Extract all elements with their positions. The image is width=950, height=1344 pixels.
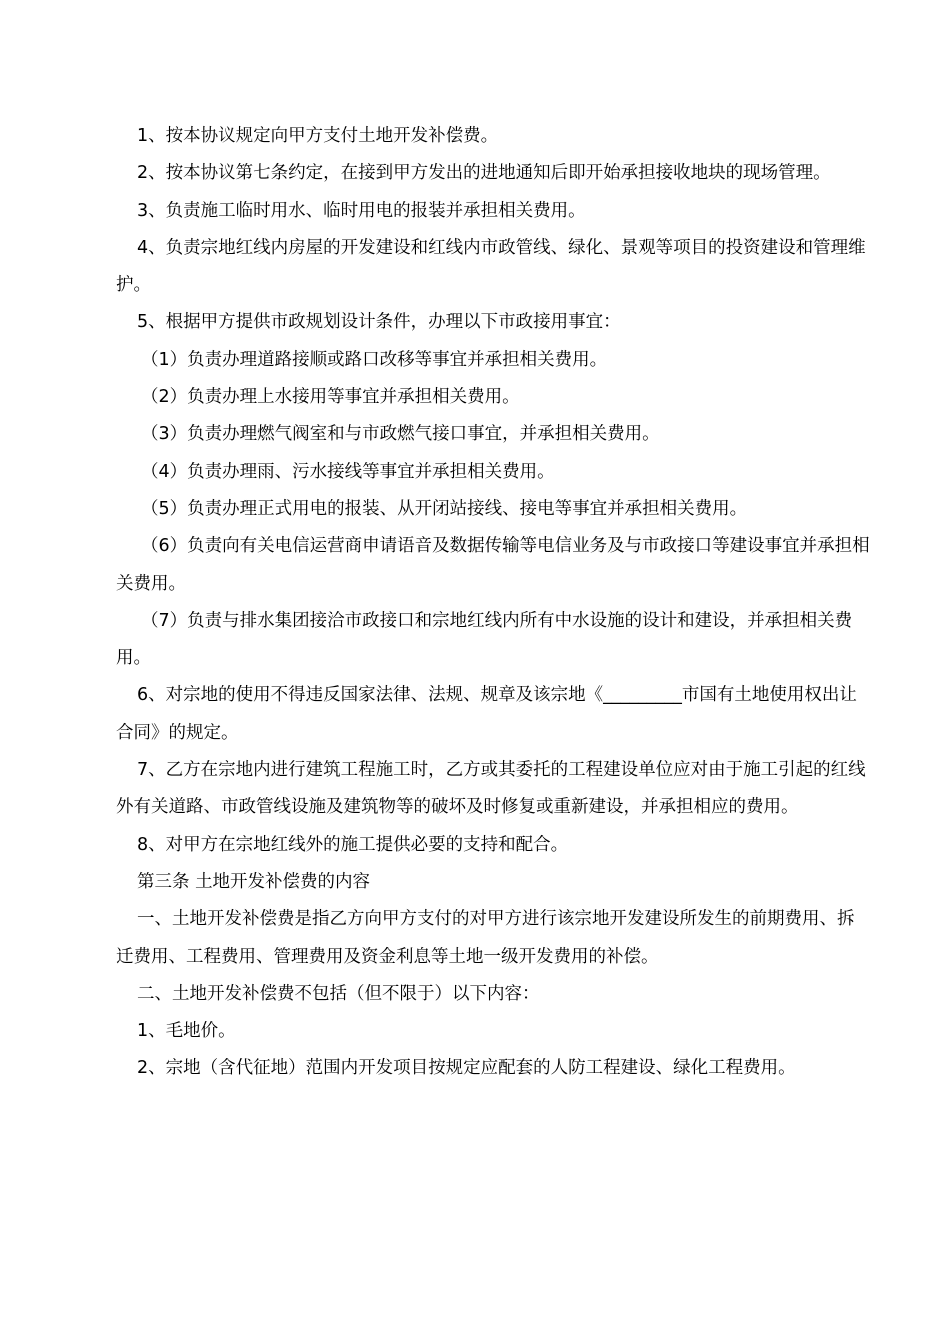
paragraph-obligation-6: 6、对宗地的使用不得违反国家法律、法规、规章及该宗地《_________市国有土地使用权出让合同》的规定。 <box>116 685 857 743</box>
sub-item-2: （2）负责办理上水接用等事宜并承担相关费用。 <box>141 387 520 408</box>
paragraph-obligation-2: 2、按本协议第七条约定，在接到甲方发出的进地通知后即开始承担接收地块的现场管理。 <box>137 163 831 184</box>
exclusion-item-2: 2、宗地（含代征地）范围内开发项目按规定应配套的人防工程建设、绿化工程费用。 <box>137 1058 796 1079</box>
paragraph-obligation-4: 4、负责宗地红线内房屋的开发建设和红线内市政管线、绿化、景观等项目的投资建设和管理维护。 <box>116 237 866 296</box>
sub-item-6: （6）负责向有关电信运营商申请语音及数据传输等电信业务及与市政接口等建设事宜并承担相关费用。 <box>116 536 870 594</box>
paragraph-obligation-8: 8、对甲方在宗地红线外的施工提供必要的支持和配合。 <box>137 834 569 855</box>
sub-item-3: （3）负责办理燃气阀室和与市政燃气接口事宜，并承担相关费用。 <box>141 424 660 445</box>
article-3-clause-2: 二、土地开发补偿费不包括（但不限于）以下内容： <box>137 983 540 1004</box>
paragraph-obligation-3: 3、负责施工临时用水、临时用电的报装并承担相关费用。 <box>137 200 586 221</box>
article-3-clause-1: 一、土地开发补偿费是指乙方向甲方支付的对甲方进行该宗地开发建设所发生的前期费用、拆迁费用、工程费用、管理费用及资金利息等土地一级开发费用的补偿。 <box>116 909 855 967</box>
paragraph-obligation-5: 5、根据甲方提供市政规划设计条件，办理以下市政接用事宜： <box>137 312 621 333</box>
paragraph-obligation-7: 7、乙方在宗地内进行建筑工程施工时，乙方或其委托的工程建设单位应对由于施工引起的红线外有关道路、市政管线设施及建筑物等的破坏及时修复或重新建设，并承担相应的费用。 <box>116 760 866 818</box>
article-3-heading: 第三条 土地开发补偿费的内容 <box>137 871 371 892</box>
exclusion-item-1: 1、毛地价。 <box>137 1021 236 1042</box>
paragraph-obligation-1: 1、按本协议规定向甲方支付土地开发补偿费。 <box>137 126 499 146</box>
sub-item-1: （1）负责办理道路接顺或路口改移等事宜并承担相关费用。 <box>141 349 608 370</box>
sub-item-7: （7）负责与排水集团接洽市政接口和宗地红线内所有中水设施的设计和建设，并承担相关费用。 <box>116 610 853 669</box>
sub-item-5: （5）负责办理正式用电的报装、从开闭站接线、接电等事宜并承担相关费用。 <box>141 498 748 519</box>
sub-item-4: （4）负责办理雨、污水接线等事宜并承担相关费用。 <box>141 461 555 482</box>
